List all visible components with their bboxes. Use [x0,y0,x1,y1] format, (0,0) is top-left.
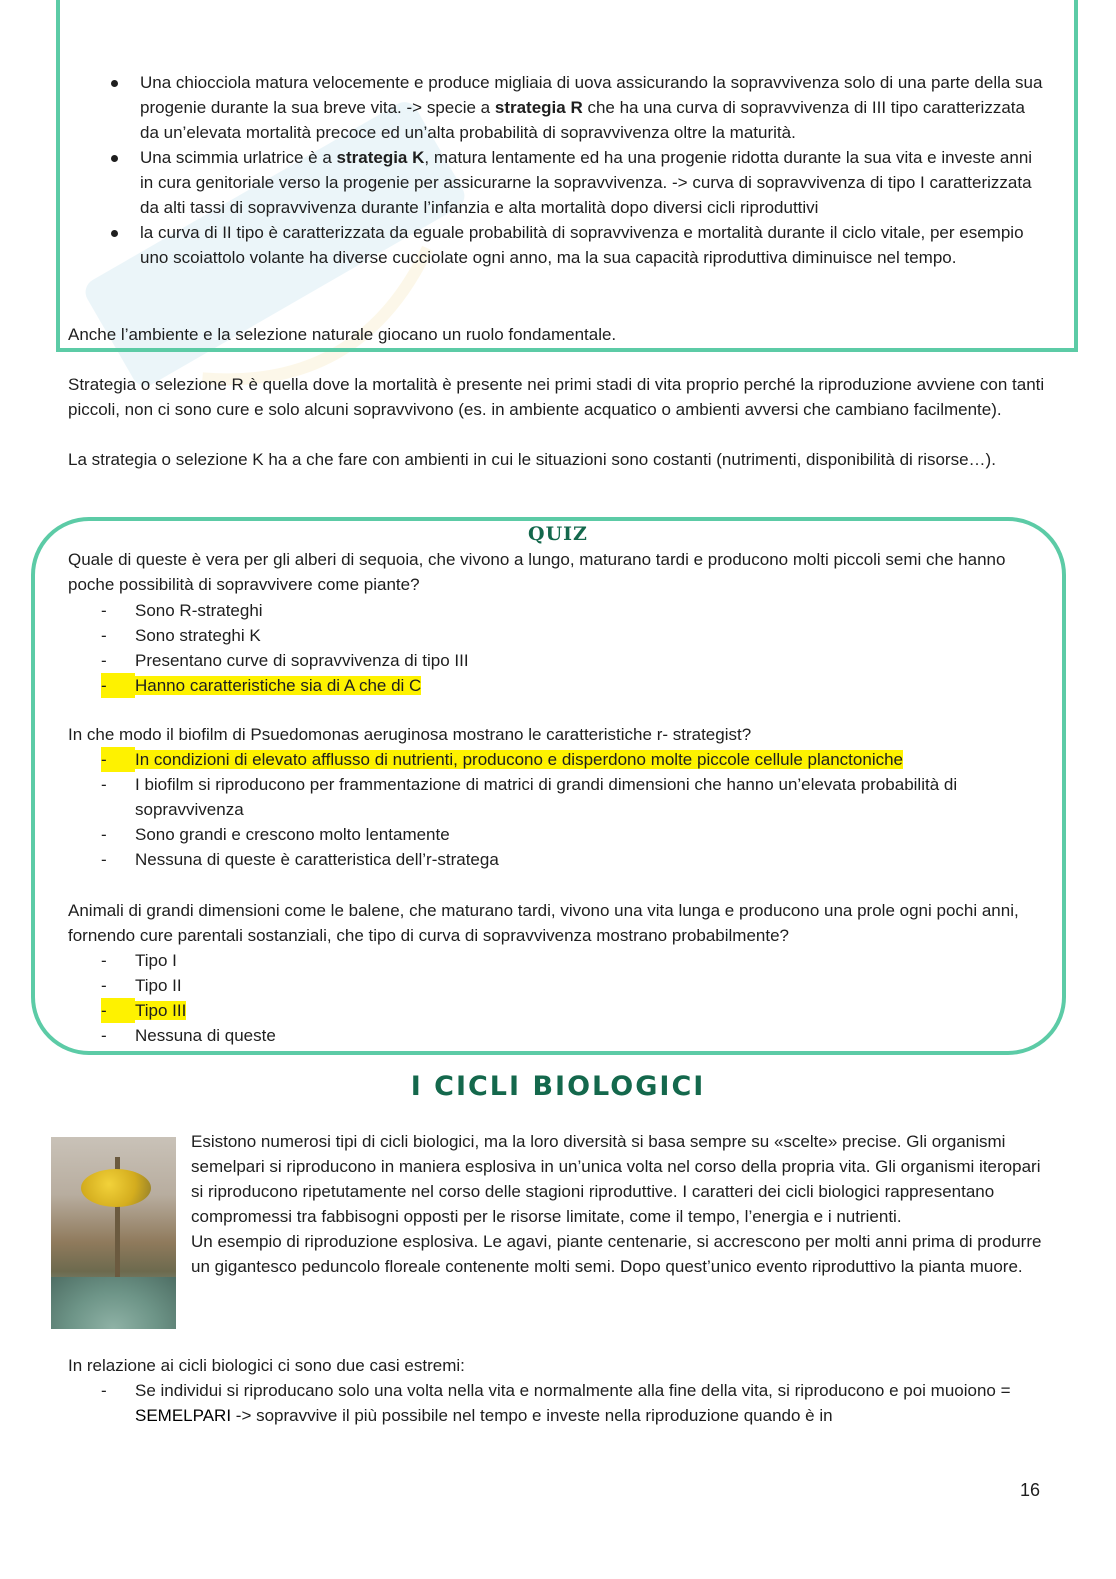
quiz-option-text: In condizioni di elevato afflusso di nutrienti, producono e disperdono molte piccole cellule planctoniche [135,750,904,769]
quiz-option-text: Sono grandi e crescono molto lentamente [135,825,450,844]
quiz-option-correct [68,673,1053,698]
extremes-block [68,1353,1053,1428]
quiz-option [68,847,1053,872]
agave-photo [51,1137,176,1329]
bullet-text: che ha una curva di sopravvivenza di III tipo caratterizzata da un’elevata mortalità precoce ed un’alta probabilità di sopravvivenza oltre la maturità. [140,98,1025,142]
extreme-item [68,1378,1053,1428]
quiz-option-text: Nessuna di queste è caratteristica dell’r-stratega [135,850,499,869]
quiz-option-text: Hanno caratteristiche sia di A che di C [135,676,422,695]
bullet-item [68,220,1048,270]
survival-curve-bullets [68,70,1048,270]
quiz-option-text: Tipo II [135,976,182,995]
top-closing-line: Anche l’ambiente e la selezione naturale giocano un ruolo fondamentale. [68,325,617,344]
bullet-text: Una scimmia urlatrice è a [140,148,337,167]
quiz-options-3 [68,948,1053,1048]
bullet-bold-text: strategia K [336,148,425,167]
bullet-item [68,70,1048,145]
strategy-r-paragraph: Strategia o selezione R è quella dove la mortalità è presente nei primi stadi di vita proprio perché la riproduzione avviene con tanti piccoli, non ci sono cure e solo alcuni sopravvivono (es. in ambiente acquatico o ambienti avversi che cambiano facilmente). [68,375,1045,419]
life-cycles-paragraph: Esistono numerosi tipi di cicli biologici, ma la loro diversità si basa sempre su «scelte» precise. Gli organismi semelpari si riproducono in maniera esplosiva in un’unica volta nel corso della propria vita. Gli organismi iteropari si riproducono ripetutamente nel corso delle stagioni riproduttive. I caratteri dei cicli biologici rappresentano compromessi tra fabbisogni opposti per le risorse limitate, come il tempo, l’energia e i nutrienti. [191,1132,1041,1226]
quiz-option-text: Sono strateghi K [135,626,261,645]
bullet-text: , matura lentamente ed ha una progenie ridotta durante la sua vita e investe anni in cura genitoriale verso la progenie per assicurarne la sopravvivenza. -> curva di sopravvivenza di tipo I caratterizzata da alti tassi di sopravvivenza durante l’infanzia e alta mortalità dopo diversi cicli riproduttivi [140,148,1033,217]
bullet-text: la curva di II tipo è caratterizzata da eguale probabilità di sopravvivenza e mortalità durante il ciclo vitale, per esempio uno scoiattolo volante ha diverse cucciolate ogni anno, ma la sua capacità riproduttiva diminuisce nel tempo. [140,223,1024,267]
extremes-intro: In relazione ai cicli biologici ci sono due casi estremi: [68,1356,465,1375]
quiz-option [68,948,1053,973]
quiz-option [68,598,1053,623]
quiz-option [68,1023,1053,1048]
strategy-k-paragraph: La strategia o selezione K ha a che fare con ambienti in cui le situazioni sono costanti (nutrimenti, disponibilità di risorse…). [68,450,996,469]
quiz-option-correct [68,998,1053,1023]
quiz-question-1: Quale di queste è vera per gli alberi di sequoia, che vivono a lungo, maturano tardi e producono molti piccoli semi che hanno poche possibilità di sopravvivere come piante? [68,550,1006,594]
quiz-question-2: In che modo il biofilm di Psuedomonas aeruginosa mostrano le caratteristiche r- strategist? [68,725,752,744]
quiz-question-3: Animali di grandi dimensioni come le balene, che maturano tardi, vivono una vita lunga e producono una prole ogni pochi anni, fornendo cure parentali sostanziali, che tipo di curva di sopravvivenza mostrano probabilmente? [68,901,1019,945]
bullet-bold-text: strategia R [494,98,583,117]
quiz-option [68,973,1053,998]
quiz-option [68,772,1053,822]
quiz-option-text: Sono R-strateghi [135,601,263,620]
quiz-option-text: Tipo III [135,1001,187,1020]
quiz-option-text: Nessuna di queste [135,1026,276,1045]
quiz-option-text: Presentano curve di sopravvivenza di tipo III [135,651,469,670]
extreme-text: Se individui si riproducano solo una volta nella vita e normalmente alla fine della vita, si riproducono e poi muoiono = [135,1381,1011,1400]
quiz-option-text: I biofilm si riproducono per frammentazione di matrici di grandi dimensioni che hanno un’elevata probabilità di sopravvivenza [135,775,958,819]
agave-flower [81,1169,151,1207]
extreme-text: -> sopravvive il più possibile nel tempo e investe nella riproduzione quando è in [231,1406,833,1425]
quiz-title: QUIZ [528,523,588,545]
quiz-option [68,822,1053,847]
life-cycles-text [191,1129,1051,1279]
bullet-item [68,145,1048,220]
quiz-option-text: Tipo I [135,951,177,970]
quiz-options-1 [68,598,1053,698]
quiz-option-correct [68,747,1053,772]
extreme-keyword: SEMELPARI [135,1406,232,1425]
extremes-list [68,1378,1053,1428]
quiz-options-2 [68,747,1053,872]
section-title: I CICLI BIOLOGICI [410,1071,706,1102]
agave-example-paragraph: Un esempio di riproduzione esplosiva. Le agavi, piante centenarie, si accrescono per molti anni prima di produrre un gigantesco peduncolo floreale contenente molti semi. Dopo quest’unico evento riproduttivo la pianta muore. [191,1232,1042,1276]
quiz-option [68,623,1053,648]
page-number: 16 [1020,1480,1041,1500]
agave-leaves [51,1277,176,1329]
quiz-option [68,648,1053,673]
bullet-text: Una chiocciola matura velocemente e produce migliaia di uova assicurando la sopravvivenza solo di una parte della sua progenie durante la sua breve vita. -> specie a [140,73,1043,117]
